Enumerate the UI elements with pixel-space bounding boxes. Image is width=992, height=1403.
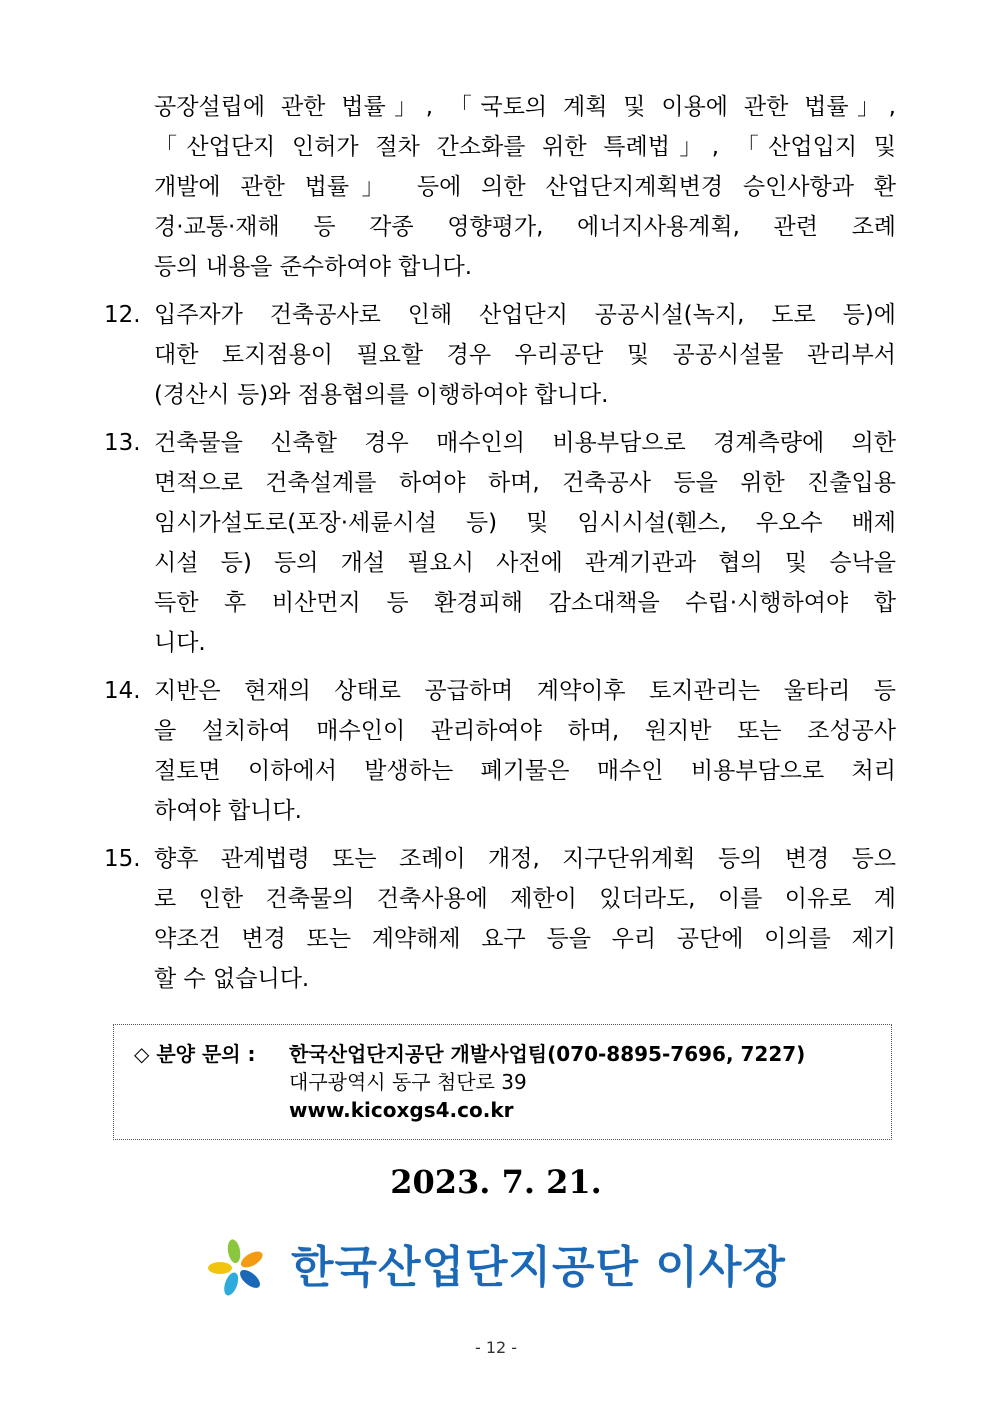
text-line: 지반은 현재의 상태로 공급하며 계약이후 토지관리는 울타리 등 <box>154 678 896 704</box>
text-line: 을 설치하여 매수인이 관리하여야 하며, 원지반 또는 조성공사 <box>154 718 896 744</box>
text-line: 등의 내용을 준수하여야 합니다. <box>154 254 473 280</box>
item-number: 12. <box>104 302 141 328</box>
text-line: 득한 후 비산먼지 등 환경피해 감소대책을 수립·시행하여야 합 <box>154 590 896 616</box>
contact-website[interactable]: www.kicoxgs4.co.kr <box>289 1098 514 1122</box>
kicox-logo-icon <box>205 1238 269 1298</box>
text-line: (경산시 등)와 점용협의를 이행하여야 합니다. <box>154 382 609 408</box>
page-number: - 12 - <box>474 1338 518 1357</box>
document-date: 2023. 7. 21. <box>390 1163 602 1201</box>
text-line: 공장설립에 관한 법률」, 「국토의 계획 및 이용에 관한 법률」, <box>154 94 896 120</box>
text-line: 면적으로 건축설계를 하여야 하며, 건축공사 등을 위한 진출입용 <box>154 470 896 496</box>
text-line: 임시가설도로(포장·세륜시설 등) 및 임시시설(휀스, 우오수 배제 <box>154 510 896 536</box>
text-line: 하여야 합니다. <box>154 798 302 824</box>
item-number: 15. <box>104 846 141 872</box>
signature-org: 한국산업단지공단 이사장 <box>291 1242 786 1293</box>
item-number: 13. <box>104 430 141 456</box>
text-line: 입주자가 건축공사로 인해 산업단지 공공시설(녹지, 도로 등)에 <box>154 302 896 328</box>
contact-box <box>113 1024 892 1140</box>
signature-block <box>205 1236 805 1300</box>
contact-address: 대구광역시 동구 첨단로 39 <box>289 1070 527 1094</box>
text-line: 시설 등) 등의 개설 필요시 사전에 관계기관과 협의 및 승낙을 <box>154 550 896 576</box>
item-number: 14. <box>104 678 141 704</box>
text-line: 「산업단지 인허가 절차 간소화를 위한 특례법」, 「산업입지 및 <box>154 134 896 160</box>
text-line: 절토면 이하에서 발생하는 폐기물은 매수인 비용부담으로 처리 <box>154 758 896 784</box>
text-line: 약조건 변경 또는 계약해제 요구 등을 우리 공단에 이의를 제기 <box>154 926 896 952</box>
text-line: 할 수 없습니다. <box>154 966 310 992</box>
text-line: 대한 토지점용이 필요할 경우 우리공단 및 공공시설물 관리부서 <box>154 342 896 368</box>
text-line: 향후 관계법령 또는 조례이 개정, 지구단위계획 등의 변경 등으 <box>154 846 896 872</box>
text-line: 건축물을 신축할 경우 매수인의 비용부담으로 경계측량에 의한 <box>154 430 896 456</box>
contact-label: ◇ 분양 문의 : <box>134 1042 256 1066</box>
text-line: 개발에 관한 법률」 등에 의한 산업단지계획변경 승인사항과 환 <box>154 174 896 200</box>
text-line: 로 인한 건축물의 건축사용에 제한이 있더라도, 이를 이유로 계 <box>154 886 896 912</box>
contact-org-phone: 한국산업단지공단 개발사업팀(070-8895-7696, 7227) <box>289 1042 806 1066</box>
text-line: 니다. <box>154 630 206 656</box>
text-line: 경·교통·재해 등 각종 영향평가, 에너지사용계획, 관련 조례 <box>154 214 896 240</box>
